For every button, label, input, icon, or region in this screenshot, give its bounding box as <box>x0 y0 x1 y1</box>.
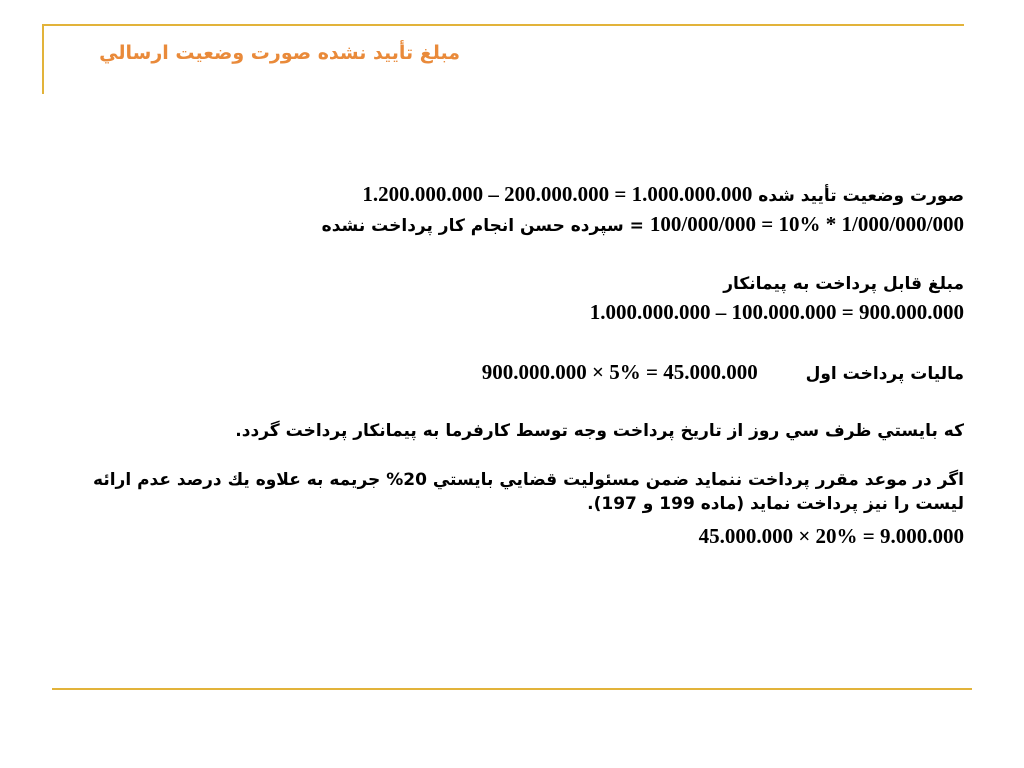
penalty-formula-line <box>72 522 964 552</box>
approved-statement-label: صورت وضعيت تأييد شده <box>758 186 964 206</box>
approved-statement-line <box>72 180 964 210</box>
title-left-border <box>42 24 44 94</box>
first-payment-tax-label: ماليات پرداخت اول <box>805 364 964 384</box>
retention-formula: 100/000/000 = 10% * 1/000/000/000 <box>649 212 964 236</box>
retention-line <box>72 210 964 240</box>
first-payment-tax-formula: 900.000.000 × 5% = 45.000.000 <box>481 360 758 384</box>
payable-amount-formula: 1.000.000.000 – 100.000.000 = 900.000.000 <box>589 300 964 324</box>
approved-statement-formula: 1.200.000.000 – 200.000.000 = 1.000.000.000 <box>362 182 753 206</box>
payment-deadline-text: كه بايستي ظرف سي روز از تاريخ پرداخت وجه توسط كارفرما به پيمانكار پرداخت گردد. <box>235 421 964 441</box>
slide-title: مبلغ تأييد نشده صورت وضعيت ارسالي <box>99 42 460 64</box>
payable-amount-label: مبلغ قابل پرداخت به پيمانكار <box>723 274 964 294</box>
first-payment-tax-line <box>72 358 964 388</box>
top-divider <box>42 24 964 26</box>
payable-amount-formula-line <box>72 298 964 328</box>
penalty-text: اگر در موعد مقرر پرداخت ننمايد ضمن مسئوليت قضايي بايستي 20% جريمه به علاوه يك درصد عدم ارائه ليست را نيز پرداخت نمايد (ماده 199 و 197). <box>93 470 964 514</box>
slide-body <box>72 180 964 552</box>
retention-label: = سپرده حسن انجام كار پرداخت نشده <box>321 216 644 236</box>
bottom-divider <box>52 688 972 690</box>
penalty-formula: 45.000.000 × 20% = 9.000.000 <box>698 524 964 548</box>
